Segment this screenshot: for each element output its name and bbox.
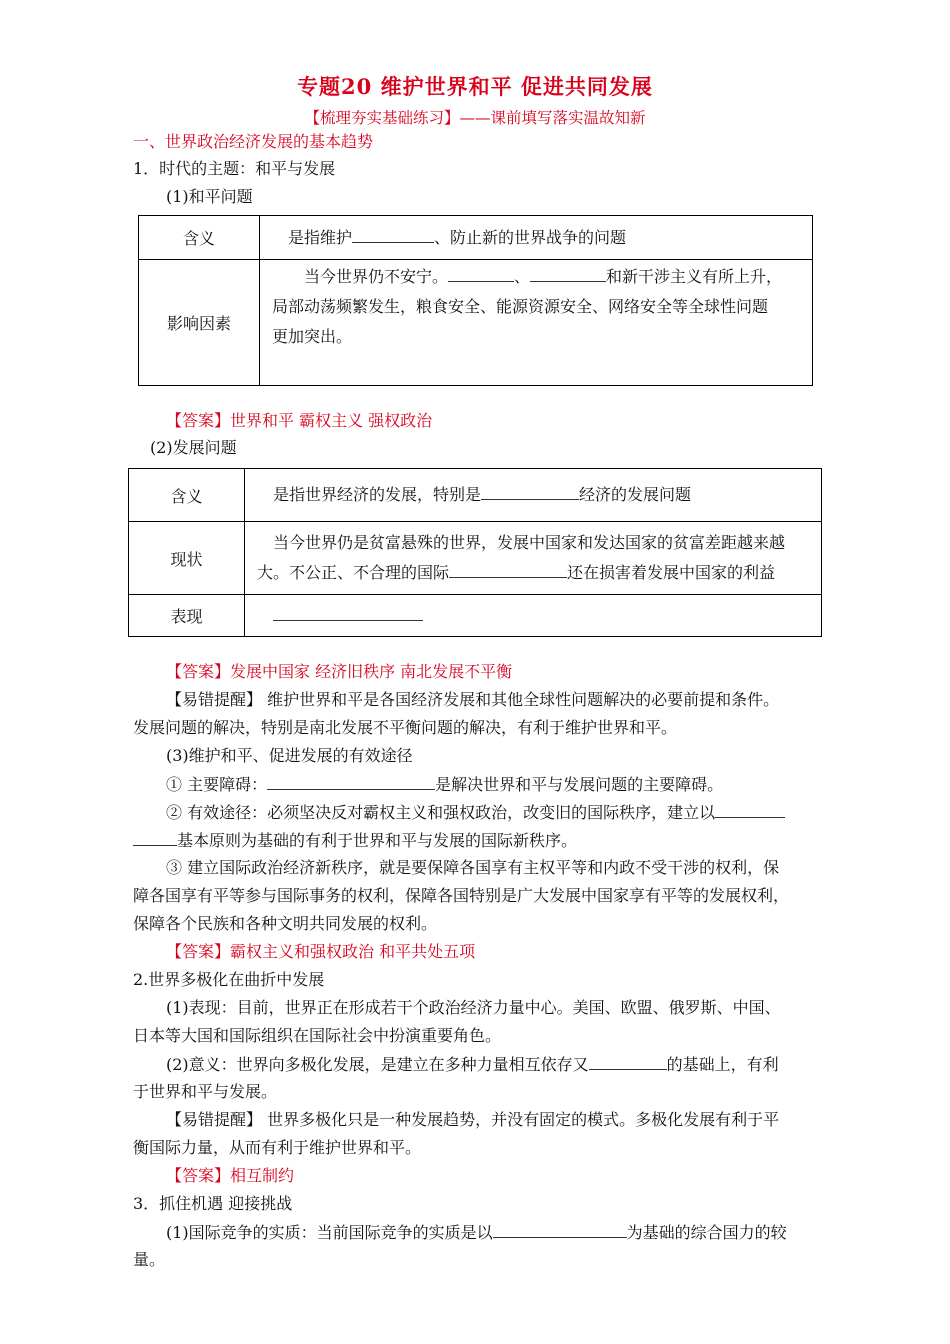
obstacle-line	[166, 773, 723, 796]
text: ① 主要障碍：	[166, 775, 268, 794]
fill-blank[interactable]	[715, 801, 785, 818]
table-cell	[245, 469, 822, 522]
cell-text: 、防止新的世界战争的问题	[434, 227, 627, 247]
answer-1: 【答案】世界和平 霸权主义 强权政治	[166, 411, 433, 430]
fill-blank[interactable]	[530, 265, 606, 282]
tip-1-line-2: 发展问题的解决，特别是南北发展不平衡问题的解决，有利于维护世界和平。	[133, 718, 678, 737]
answer-2: 【答案】发展中国家 经济旧秩序 南北发展不平衡	[166, 662, 513, 681]
text: 为基础的综合国力的较	[626, 1223, 787, 1242]
answer-4: 【答案】相互制约	[166, 1166, 295, 1185]
table-cell	[260, 216, 813, 260]
cell-text: 和新干涉主义有所上升，	[606, 267, 783, 286]
text: (2)意义：世界向多极化发展，是建立在多种力量相互依存又	[166, 1055, 589, 1074]
section-heading: 一、世界政治经济发展的基本趋势	[133, 132, 374, 151]
order-line-2: 障各国享有平等参与国际事务的权利，保障各国特别是广大发展中国家享有平等的发展权利，	[133, 886, 790, 905]
multipolar-line-1: (1)表现：目前，世界正在形成若干个政治经济力量中心。美国、欧盟、俄罗斯、中国、	[166, 998, 781, 1017]
order-line-3: 保障各个民族和各种文明共同发展的权利。	[133, 914, 438, 933]
table-row-header: 含义	[139, 216, 260, 260]
table-row-header: 表现	[129, 595, 245, 637]
cell-text: 、	[514, 267, 531, 286]
cell-text: 大。不公正、不合理的国际	[257, 563, 450, 582]
table-row-header: 现状	[129, 522, 245, 595]
cell-text: 当今世界仍是贫富悬殊的世界，发展中国家和发达国家的贫富差距越来越	[273, 533, 786, 552]
path-line-1	[166, 801, 785, 824]
order-line-1: ③ 建立国际政治经济新秩序，就是要保障各国享有主权平等和内政不受干涉的权利，保	[166, 858, 780, 877]
cell-text: 是指维护	[288, 227, 353, 247]
fill-blank[interactable]	[449, 561, 567, 578]
cell-text: 当今世界仍不安宁。	[304, 267, 449, 286]
tip-2-line-1: 【易错提醒】 世界多极化只是一种发展趋势，并没有固定的模式。多极化发展有利于平	[166, 1110, 780, 1129]
page-title: 专题20 维护世界和平 促进共同发展	[297, 74, 653, 99]
text: 基本原则为基础的有利于世界和平与发展的国际新秩序。	[177, 831, 578, 850]
fill-blank[interactable]	[267, 773, 435, 790]
cell-text: 经济的发展问题	[579, 485, 692, 504]
text: (1)国际竞争的实质：当前国际竞争的实质是以	[166, 1223, 493, 1242]
table-row-header: 含义	[129, 469, 245, 522]
sub-heading-ways: (3)维护和平、促进发展的有效途径	[166, 746, 413, 765]
sub-heading-peace: (1)和平问题	[166, 187, 253, 206]
fill-blank[interactable]	[273, 604, 423, 621]
item-heading-2: 2.世界多极化在曲折中发展	[133, 970, 325, 989]
cell-text: 还在损害着发展中国家的利益	[567, 563, 776, 582]
table-cell	[245, 522, 822, 595]
fill-blank[interactable]	[481, 483, 579, 500]
tip-2-line-2: 衡国际力量，从而有利于维护世界和平。	[133, 1138, 422, 1157]
fill-blank[interactable]	[448, 265, 514, 282]
table-cell	[260, 260, 813, 386]
multipolar-line-2: 日本等大国和国际组织在国际社会中扮演重要角色。	[133, 1026, 502, 1045]
development-table	[128, 468, 822, 637]
item-heading-1: 1．时代的主题：和平与发展	[133, 159, 336, 178]
text: 是解决世界和平与发展问题的主要障碍。	[435, 775, 724, 794]
fill-blank[interactable]	[589, 1053, 667, 1070]
sub-heading-development: (2)发展问题	[150, 438, 237, 457]
cell-text: 是指世界经济的发展，特别是	[273, 485, 482, 504]
significance-line-1	[166, 1053, 779, 1076]
item-heading-3: 3．抓住机遇 迎接挑战	[133, 1194, 293, 1213]
answer-3: 【答案】霸权主义和强权政治 和平共处五项	[166, 942, 476, 961]
competition-line-2: 量。	[133, 1250, 166, 1269]
text: 的基础上，有利	[666, 1055, 779, 1074]
path-line-2	[133, 829, 577, 852]
fill-blank[interactable]	[133, 829, 177, 846]
competition-line-1	[166, 1221, 787, 1244]
cell-text: 局部动荡频繁发生，粮食安全、能源资源安全、网络安全等全球性问题	[272, 297, 769, 316]
table-row-header: 影响因素	[139, 260, 260, 386]
peace-table	[138, 215, 813, 386]
table-cell	[245, 595, 822, 637]
fill-blank[interactable]	[352, 226, 434, 243]
tip-1-line-1: 【易错提醒】 维护世界和平是各国经济发展和其他全球性问题解决的必要前提和条件。	[166, 690, 780, 709]
cell-text: 更加突出。	[272, 327, 353, 346]
text: ② 有效途径：必须坚决反对霸权主义和强权政治，改变旧的国际秩序，建立以	[166, 803, 716, 822]
fill-blank[interactable]	[493, 1221, 627, 1238]
page-subtitle: 【梳理夯实基础练习】——课前填写落实温故知新	[304, 109, 646, 127]
significance-line-2: 于世界和平与发展。	[133, 1082, 278, 1101]
